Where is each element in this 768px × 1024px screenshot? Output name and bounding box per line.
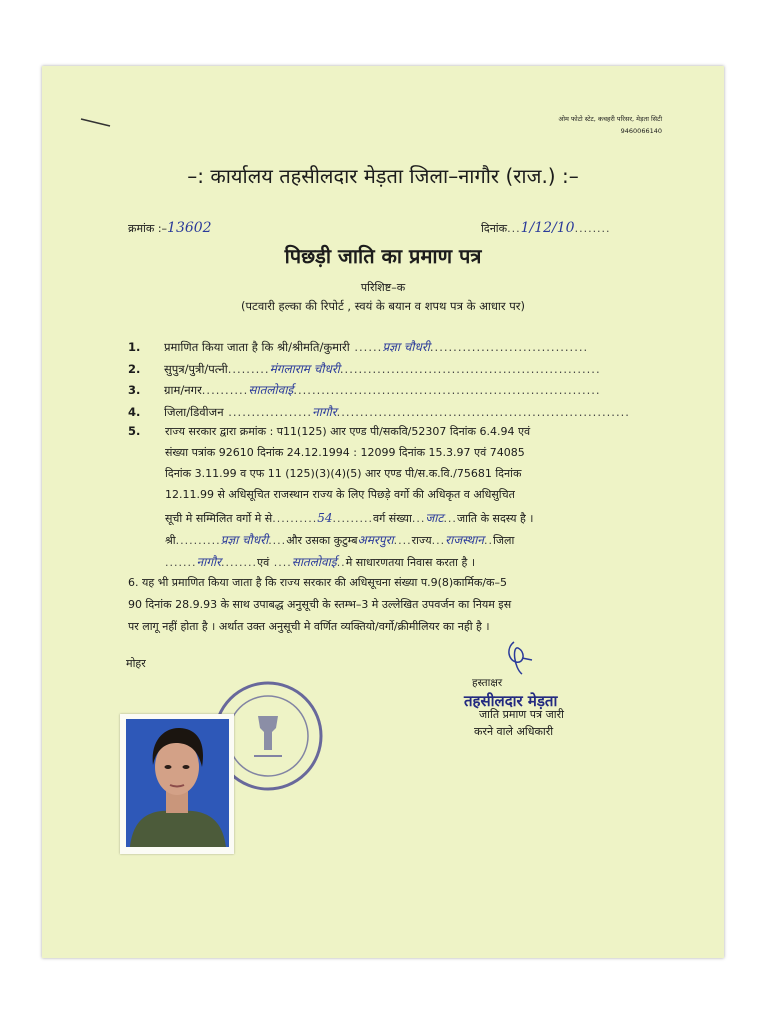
serial-number-value: 13602: [167, 220, 212, 236]
pen-mark: [80, 116, 114, 130]
item-5-line-6: श्री..........प्रज्ञा चौधरी....और उसका कुटुम्बअमरपुरा....राज्य...राजस्थान..जिला: [165, 533, 515, 547]
item-4: 4. जिला/डिवीजन ..................नागौर...............................................................: [128, 405, 630, 419]
applicant-photo: [120, 714, 234, 854]
printer-name: ओम फोटो स्टेट, कचहरी परिसर, मेड़ता सिटी: [558, 115, 662, 123]
signature-label: हस्ताक्षर: [472, 677, 503, 689]
item-label: ग्राम/नगर: [164, 383, 202, 397]
tehsildar-stamp: तहसीलदार मेड़ता: [464, 692, 558, 710]
item-value: मंगलाराम चौधरी: [269, 362, 340, 376]
item-5-line-7: .......नागौर........एवं ....सातलोवाई..मे साधारणतया निवास करता है ।: [165, 555, 476, 569]
certificate-title: पिछड़ी जाति का प्रमाण पत्र: [284, 244, 482, 268]
item-5-line-4: 12.11.99 से अधिसूचित राजस्थान राज्य के लिए पिछड़े वर्गो की अधिकृत व अधिसुचित: [165, 488, 515, 501]
text: श्री: [165, 534, 176, 547]
text: और उसका कुटुम्ब: [286, 534, 358, 547]
item-6-line-1: 6. यह भी प्रमाणित किया जाता है कि राज्य सरकार की अधिसूचना संख्या प.9(8)कार्मिक/क–5: [128, 576, 507, 589]
officer-line-1: जाति प्रमाण पत्र जारी: [479, 708, 564, 721]
basis-note: (पटवारी हल्का की रिपोर्ट , स्वयं के बयान व शपथ पत्र के आधार पर): [241, 299, 525, 313]
serial-number-label: क्रमांक :–: [128, 222, 168, 235]
person-portrait-icon: [126, 719, 229, 847]
text: वर्ग संख्या: [372, 512, 412, 525]
item-number: 2.: [128, 362, 141, 376]
text: एवं: [257, 556, 270, 569]
text: सूची मे सम्मिलित वर्गो मे से: [165, 512, 273, 525]
item-label: जिला/डिवीजन: [164, 405, 224, 419]
holder-name: प्रज्ञा चौधरी: [220, 533, 269, 547]
item-1: 1. प्रमाणित किया जाता है कि श्री/श्रीमति/कुमारी ......प्रज्ञा चौधरी..................................: [128, 340, 589, 354]
issue-date-value: 1/12/10: [520, 220, 575, 236]
issue-date: दिनांक...1/12/10........: [481, 220, 611, 236]
printer-phone: 9460066140: [620, 127, 662, 135]
item-5-number: [128, 424, 164, 438]
certificate-page: [42, 66, 724, 958]
caste-name: जाट: [425, 511, 444, 525]
item-label: प्रमाणित किया जाता है कि श्री/श्रीमति/कुमारी: [164, 340, 350, 354]
item-number: 3.: [128, 383, 141, 397]
item-number: 5.: [128, 424, 141, 438]
appendix-label: परिशिष्ट–क: [360, 281, 406, 294]
item-5-line-5: सूची मे सम्मिलित वर्गो मे से..........54.........वर्ग संख्या...जाट...जाति के सदस्य है ।: [165, 511, 534, 525]
item-6-line-2: 90 दिनांक 28.9.93 के साथ उपाबद्ध अनुसूची के स्तम्भ–3 मे उल्लेखित उपवर्जन का नियम इस: [128, 598, 512, 611]
text: जाति के सदस्य है ।: [456, 512, 534, 525]
village-value: सातलोवाई: [291, 555, 337, 569]
family-place: अमरपुरा: [357, 533, 394, 547]
item-value: सातलोवाई: [248, 383, 294, 397]
category-number: 54: [317, 511, 333, 525]
signature-scribble: [502, 638, 542, 678]
item-5-line-1: राज्य सरकार द्वारा क्रमांक : प11(125) आर एण्ड पी/सकवि/52307 दिनांक 6.4.94 एवं: [165, 425, 531, 438]
state-value: राजस्थान: [445, 533, 484, 547]
photo-background: [126, 719, 229, 847]
office-title: –: कार्यालय तहसीलदार मेड़ता जिला–नागौर (राज.) :–: [187, 164, 579, 188]
item-2: 2. सुपुत्र/पुत्री/पत्नी.........मंगलाराम चौधरी........................................................: [128, 362, 601, 376]
item-value: नागौर: [312, 405, 337, 419]
item-5-line-2: संख्या पत्रांक 92610 दिनांक 24.12.1994 : 12099 दिनांक 15.3.97 एवं 74085: [165, 446, 525, 459]
item-number: 1.: [128, 340, 141, 354]
item-label: सुपुत्र/पुत्री/पत्नी: [164, 362, 228, 376]
item-3: 3. ग्राम/नगर..........सातलोवाई..................................................................: [128, 383, 601, 397]
issue-date-label: दिनांक: [481, 222, 508, 235]
seal-label: मोहर: [126, 657, 146, 670]
text: राज्य: [411, 534, 432, 547]
item-5-line-3: दिनांक 3.11.99 व एफ 11 (125)(3)(4)(5) आर एण्ड पी/स.क.वि./75681 दिनांक: [165, 467, 522, 480]
text: मे साधारणतया निवास करता है ।: [345, 556, 476, 569]
district-value: नागौर: [196, 555, 222, 569]
serial-number: [128, 220, 212, 236]
text: जिला: [492, 534, 515, 547]
officer-line-2: करने वाले अधिकारी: [474, 725, 554, 738]
item-6-line-3: पर लागू नहीं होता है । अर्थात उक्त अनुसूची मे वर्णित व्यक्तियो/वर्गो/क्रीमीलियर का नही है ।: [128, 620, 490, 633]
printer-stamp: [558, 113, 662, 137]
item-value: प्रज्ञा चौधरी: [382, 340, 430, 354]
item-number: 4.: [128, 405, 141, 419]
